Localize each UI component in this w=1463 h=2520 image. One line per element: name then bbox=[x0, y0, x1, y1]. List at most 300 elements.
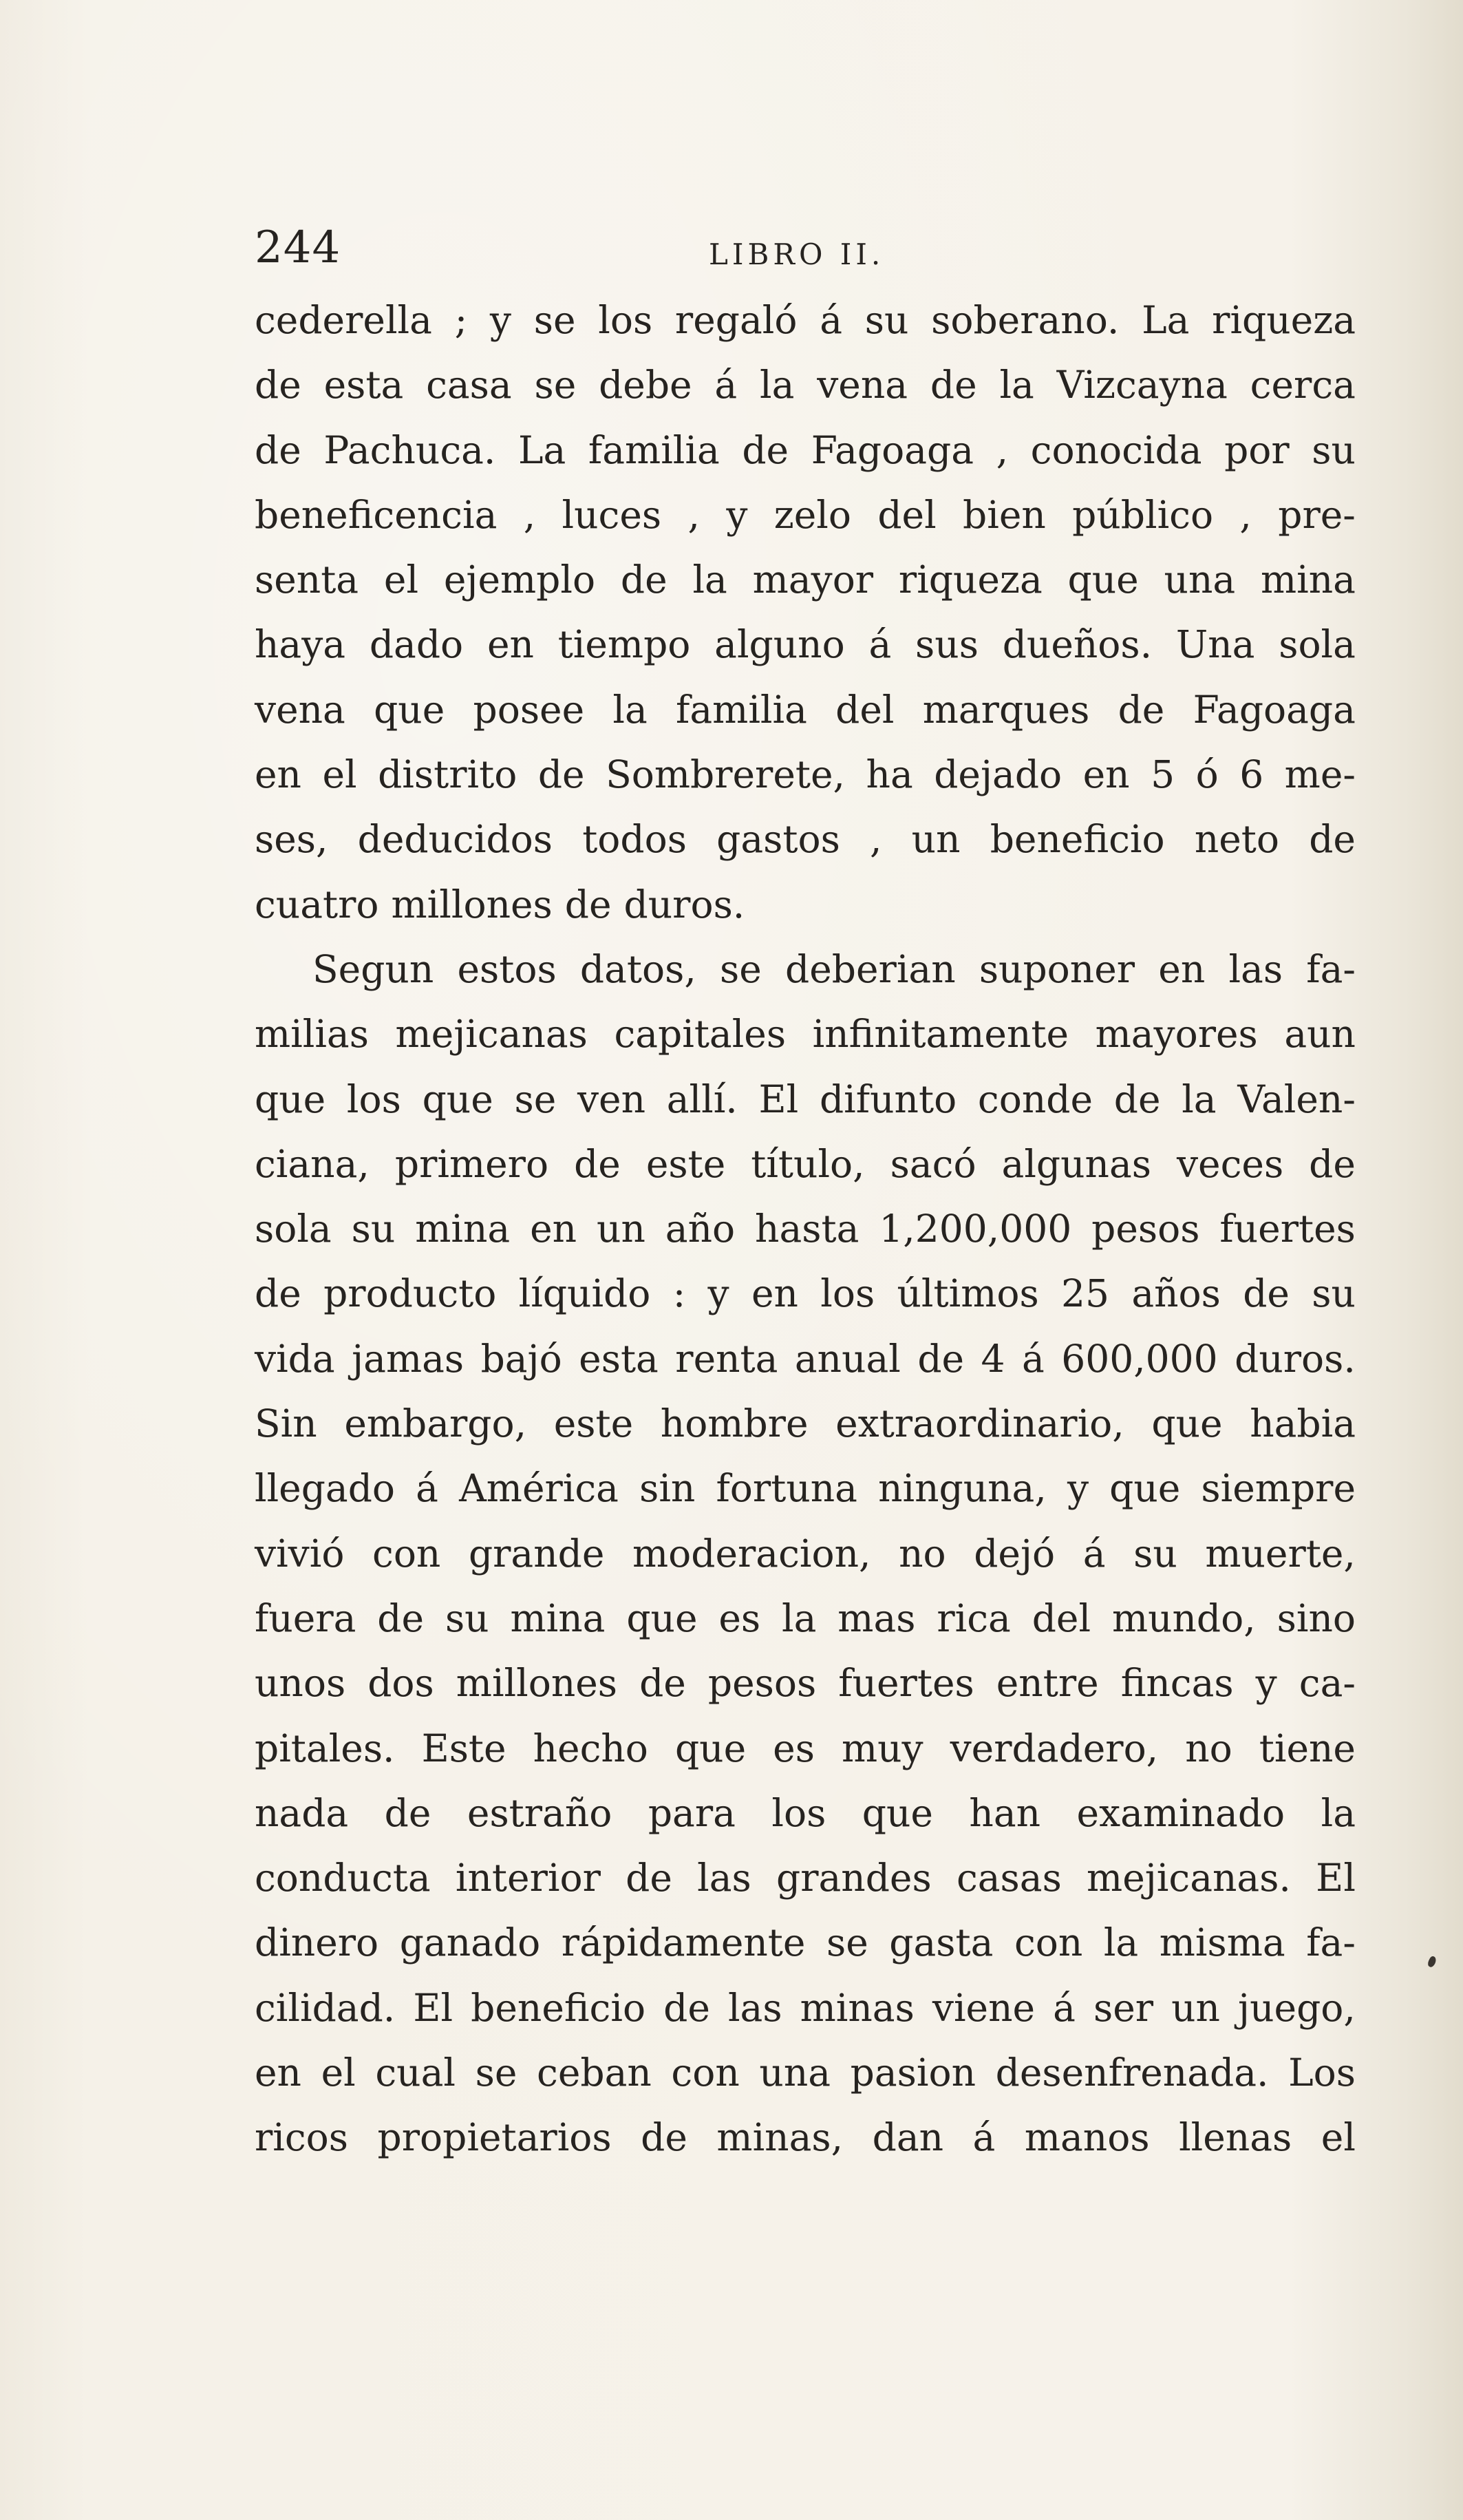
word: duros. bbox=[1235, 1336, 1356, 1381]
word: alguno bbox=[714, 622, 845, 667]
text-line bbox=[255, 418, 1356, 483]
word: de bbox=[663, 1985, 710, 2030]
word: , bbox=[523, 492, 536, 537]
word: habia bbox=[1250, 1401, 1356, 1446]
word: y bbox=[726, 492, 748, 537]
word: mundo, bbox=[1111, 1596, 1256, 1640]
word: dinero bbox=[255, 1920, 379, 1965]
text-line bbox=[255, 677, 1356, 742]
text-line bbox=[255, 288, 1356, 352]
word: tiempo bbox=[557, 622, 691, 667]
text-line bbox=[255, 1196, 1356, 1261]
word: sacó bbox=[890, 1141, 976, 1186]
word: embargo, bbox=[344, 1401, 527, 1446]
word: viene bbox=[932, 1985, 1036, 2030]
word: vivió bbox=[255, 1531, 345, 1576]
word: : bbox=[672, 1271, 686, 1316]
word: sola bbox=[255, 1207, 332, 1251]
word: y bbox=[1067, 1466, 1089, 1511]
word: de bbox=[255, 427, 301, 472]
word: á bbox=[972, 2115, 996, 2160]
word: cual bbox=[375, 2051, 456, 2095]
word: á bbox=[820, 298, 842, 342]
word: el bbox=[322, 752, 357, 797]
word: mejicanas. bbox=[1087, 1856, 1291, 1900]
word: de bbox=[620, 558, 668, 602]
word: ha bbox=[866, 752, 913, 797]
word: de bbox=[384, 1790, 431, 1835]
word: primero bbox=[394, 1141, 549, 1186]
word: que bbox=[862, 1790, 933, 1835]
ink-speck bbox=[1427, 1956, 1438, 1969]
word: se bbox=[475, 2051, 517, 2095]
word: fuera bbox=[255, 1596, 356, 1640]
word: siempre bbox=[1201, 1466, 1356, 1511]
word: regaló bbox=[674, 298, 798, 342]
word: pesos bbox=[1091, 1207, 1200, 1251]
word: que bbox=[674, 1726, 747, 1770]
word: hasta bbox=[755, 1207, 859, 1251]
word: con bbox=[372, 1531, 441, 1576]
word: de bbox=[639, 1661, 686, 1706]
word: mina bbox=[510, 1596, 606, 1640]
text-line bbox=[255, 1586, 1356, 1651]
word: ser bbox=[1093, 1985, 1154, 2030]
word: del bbox=[835, 687, 895, 732]
word: Fagoaga bbox=[1193, 687, 1356, 732]
word: años bbox=[1131, 1271, 1221, 1316]
word: de bbox=[641, 2115, 687, 2160]
word: de bbox=[742, 427, 789, 472]
text-line bbox=[255, 1910, 1356, 1975]
word: no bbox=[899, 1531, 946, 1576]
word: , bbox=[687, 492, 700, 537]
word: Segun bbox=[312, 946, 434, 991]
word: pre- bbox=[1278, 492, 1356, 537]
word: fuertes bbox=[838, 1661, 974, 1706]
word: es bbox=[773, 1726, 815, 1770]
word: distrito bbox=[378, 752, 517, 797]
word: vida bbox=[255, 1336, 335, 1381]
word: pesos bbox=[707, 1661, 817, 1706]
text-line bbox=[255, 807, 1356, 871]
text-line bbox=[255, 1391, 1356, 1456]
word: examinado bbox=[1076, 1790, 1285, 1835]
word: un bbox=[911, 817, 961, 862]
word: una bbox=[759, 2051, 831, 2095]
word: el bbox=[383, 558, 419, 602]
word: ciana, bbox=[255, 1141, 370, 1186]
word: sola bbox=[1279, 622, 1356, 667]
page-number: 244 bbox=[255, 222, 341, 273]
text-line bbox=[255, 483, 1356, 547]
word: este bbox=[645, 1141, 726, 1186]
word: soberano. bbox=[931, 298, 1120, 342]
word: de bbox=[564, 882, 612, 927]
word: han bbox=[969, 1790, 1041, 1835]
word: su bbox=[1312, 1271, 1356, 1316]
word: dos bbox=[367, 1661, 434, 1706]
word: 600,000 bbox=[1061, 1336, 1218, 1381]
word: ca- bbox=[1299, 1661, 1356, 1706]
word: se bbox=[533, 298, 576, 342]
word: las bbox=[1228, 946, 1283, 991]
word: , bbox=[996, 427, 1009, 472]
word: zelo bbox=[773, 492, 851, 537]
word: se bbox=[534, 363, 577, 407]
word: fa- bbox=[1306, 946, 1356, 991]
word: neto bbox=[1194, 817, 1280, 862]
word: aun bbox=[1284, 1012, 1356, 1057]
word: La bbox=[1142, 298, 1190, 342]
word: un bbox=[597, 1207, 645, 1251]
word: 25 bbox=[1061, 1271, 1109, 1316]
word: fortuna bbox=[716, 1466, 857, 1511]
word: desenfrenada. bbox=[995, 2051, 1269, 2095]
word: grande bbox=[468, 1531, 605, 1576]
word: gasta bbox=[889, 1920, 994, 1965]
word: una bbox=[1164, 558, 1236, 602]
text-line bbox=[255, 1845, 1356, 1910]
word: sino bbox=[1277, 1596, 1356, 1640]
text-line bbox=[255, 547, 1356, 612]
word: líquido bbox=[518, 1271, 651, 1316]
word: extraordinario, bbox=[835, 1401, 1124, 1446]
word: de bbox=[537, 752, 585, 797]
word: ó bbox=[1195, 752, 1219, 797]
word: su bbox=[445, 1596, 489, 1640]
word: por bbox=[1224, 427, 1290, 472]
word: familia bbox=[676, 687, 807, 732]
word: cederella bbox=[255, 298, 432, 342]
word: pitales. bbox=[255, 1726, 395, 1770]
word: Valen- bbox=[1237, 1077, 1356, 1121]
word: nada bbox=[255, 1790, 349, 1835]
word: esta bbox=[323, 363, 404, 407]
word: á bbox=[1053, 1985, 1076, 2030]
word: gastos bbox=[716, 817, 840, 862]
word: cuatro bbox=[255, 882, 379, 927]
word: se bbox=[826, 1920, 868, 1965]
word: de bbox=[255, 363, 301, 407]
word: dado bbox=[369, 622, 464, 667]
word: estos bbox=[457, 946, 557, 991]
word: no bbox=[1185, 1726, 1232, 1770]
word: minas bbox=[800, 1985, 915, 2030]
word: América bbox=[459, 1466, 619, 1511]
word: que bbox=[374, 687, 445, 732]
word: á bbox=[1082, 1531, 1106, 1576]
word: las bbox=[697, 1856, 751, 1900]
word: que bbox=[255, 1077, 326, 1121]
text-line bbox=[255, 1651, 1356, 1715]
word: , bbox=[1239, 492, 1252, 537]
word: mejicanas bbox=[395, 1012, 588, 1057]
word: El bbox=[758, 1077, 799, 1121]
text-line bbox=[255, 1132, 1356, 1196]
word: conocida bbox=[1030, 427, 1202, 472]
word: datos, bbox=[579, 946, 696, 991]
word: cerca bbox=[1250, 363, 1356, 407]
word: casa bbox=[426, 363, 512, 407]
word: rápidamente bbox=[561, 1920, 806, 1965]
text-line bbox=[255, 1067, 1356, 1132]
word: y bbox=[489, 298, 511, 342]
word: familia bbox=[588, 427, 720, 472]
text-line bbox=[255, 612, 1356, 677]
word: se bbox=[514, 1077, 557, 1121]
word: la bbox=[612, 687, 648, 732]
word: misma bbox=[1159, 1920, 1285, 1965]
word: 1,200,000 bbox=[879, 1207, 1072, 1251]
word: ceban bbox=[537, 2051, 652, 2095]
word: conducta bbox=[255, 1856, 431, 1900]
word: cilidad. bbox=[255, 1985, 396, 2030]
word: verdadero, bbox=[950, 1726, 1159, 1770]
text-line bbox=[255, 1261, 1356, 1326]
word: su bbox=[864, 298, 909, 342]
word: los bbox=[346, 1077, 401, 1121]
text-line bbox=[255, 1781, 1356, 1845]
word: estraño bbox=[467, 1790, 612, 1835]
text-line bbox=[255, 2105, 1356, 2170]
word: interior bbox=[455, 1856, 601, 1900]
word: vena bbox=[255, 687, 345, 732]
word: infinitamente bbox=[812, 1012, 1069, 1057]
word: en bbox=[487, 622, 534, 667]
word: dan bbox=[872, 2115, 944, 2160]
word: en bbox=[255, 2051, 301, 2095]
word: La bbox=[517, 427, 566, 472]
word: de bbox=[1309, 817, 1356, 862]
word: fuertes bbox=[1219, 1207, 1356, 1251]
text-line bbox=[255, 937, 1356, 1002]
word: á bbox=[1021, 1336, 1045, 1381]
word: su bbox=[1312, 427, 1356, 472]
text-line bbox=[255, 1976, 1356, 2040]
word: en bbox=[1082, 752, 1130, 797]
word: vena bbox=[817, 363, 908, 407]
word: suponer bbox=[979, 946, 1135, 991]
word: llenas bbox=[1179, 2115, 1292, 2160]
word: del bbox=[877, 492, 937, 537]
word: su bbox=[1133, 1531, 1177, 1576]
word: Sin bbox=[255, 1401, 317, 1446]
word: me- bbox=[1284, 752, 1356, 797]
word: luces bbox=[562, 492, 662, 537]
word: grandes bbox=[776, 1856, 932, 1900]
word: ricos bbox=[255, 2115, 349, 2160]
word: mina bbox=[1261, 558, 1356, 602]
word: manos bbox=[1024, 2115, 1150, 2160]
word: un bbox=[1171, 1985, 1220, 2030]
word: duros. bbox=[623, 882, 745, 927]
word: que bbox=[1151, 1401, 1223, 1446]
word: El bbox=[413, 1985, 453, 2030]
word: para bbox=[648, 1790, 736, 1835]
word: es bbox=[718, 1596, 761, 1640]
word: con bbox=[1014, 1920, 1083, 1965]
word: con bbox=[671, 2051, 740, 2095]
word: bien bbox=[963, 492, 1046, 537]
word: de bbox=[930, 363, 977, 407]
word: mina bbox=[415, 1207, 511, 1251]
word: millones bbox=[391, 882, 553, 927]
word: fa- bbox=[1306, 1920, 1356, 1965]
word: milias bbox=[255, 1012, 369, 1057]
word: últimos bbox=[897, 1271, 1039, 1316]
word: esta bbox=[579, 1336, 659, 1381]
word: que bbox=[1109, 1466, 1181, 1511]
word: capitales bbox=[614, 1012, 787, 1057]
word: juego, bbox=[1238, 1985, 1356, 2030]
text-line bbox=[255, 1521, 1356, 1586]
word: de bbox=[377, 1596, 425, 1640]
word: los bbox=[820, 1271, 875, 1316]
word: en bbox=[530, 1207, 577, 1251]
word: mayores bbox=[1095, 1012, 1258, 1057]
word: dejó bbox=[974, 1531, 1056, 1576]
word: de bbox=[1309, 1141, 1356, 1186]
word: á bbox=[868, 622, 892, 667]
word: su bbox=[351, 1207, 396, 1251]
word: se bbox=[720, 946, 762, 991]
word: millones bbox=[456, 1661, 618, 1706]
word: y bbox=[707, 1271, 729, 1316]
text-line bbox=[255, 1456, 1356, 1521]
word: anual bbox=[794, 1336, 901, 1381]
word: debe bbox=[599, 363, 692, 407]
word: este bbox=[553, 1401, 634, 1446]
word: marques bbox=[922, 687, 1090, 732]
word: jamas bbox=[352, 1336, 464, 1381]
word: ven bbox=[577, 1077, 646, 1121]
word: propietarios bbox=[377, 2115, 612, 2160]
text-line bbox=[255, 742, 1356, 807]
word: minas, bbox=[716, 2115, 844, 2160]
word: 5 bbox=[1151, 752, 1175, 797]
text-line bbox=[255, 872, 1356, 937]
word: y bbox=[1255, 1661, 1277, 1706]
word: que bbox=[1067, 558, 1139, 602]
word: dueños. bbox=[1002, 622, 1153, 667]
word: las bbox=[727, 1985, 782, 2030]
word: beneficio bbox=[471, 1985, 646, 2030]
word: beneficio bbox=[990, 817, 1165, 862]
word: mas bbox=[837, 1596, 916, 1640]
word: Una bbox=[1175, 622, 1255, 667]
word: de bbox=[917, 1336, 965, 1381]
word: hecho bbox=[533, 1726, 648, 1770]
word: producto bbox=[323, 1271, 497, 1316]
text-line bbox=[255, 1716, 1356, 1781]
word: año bbox=[665, 1207, 736, 1251]
word: El bbox=[1316, 1856, 1356, 1900]
word: bajó bbox=[480, 1336, 562, 1381]
word: de bbox=[1113, 1077, 1161, 1121]
word: los bbox=[598, 298, 653, 342]
word: Los bbox=[1288, 2051, 1356, 2095]
word: Fagoaga bbox=[811, 427, 974, 472]
word: riqueza bbox=[1212, 298, 1356, 342]
word: pasion bbox=[850, 2051, 976, 2095]
word: llegado bbox=[255, 1466, 396, 1511]
word: la bbox=[999, 363, 1034, 407]
word: la bbox=[1182, 1077, 1217, 1121]
word: entre bbox=[996, 1661, 1099, 1706]
word: que bbox=[422, 1077, 493, 1121]
word: Este bbox=[421, 1726, 506, 1770]
word: tiene bbox=[1259, 1726, 1356, 1770]
word: en bbox=[255, 752, 301, 797]
word: á bbox=[416, 1466, 438, 1511]
word: casas bbox=[956, 1856, 1062, 1900]
text-line bbox=[255, 1326, 1356, 1391]
word: , bbox=[870, 817, 882, 862]
word: riqueza bbox=[898, 558, 1043, 602]
word: de bbox=[255, 1271, 301, 1316]
word: Pachuca. bbox=[323, 427, 496, 472]
word: hombre bbox=[660, 1401, 809, 1446]
word: ejemplo bbox=[443, 558, 596, 602]
word: los bbox=[771, 1790, 826, 1835]
word: dejado bbox=[934, 752, 1062, 797]
word: algunas bbox=[1001, 1141, 1151, 1186]
word: conde bbox=[977, 1077, 1093, 1121]
word: mayor bbox=[752, 558, 874, 602]
word: deducidos bbox=[357, 817, 553, 862]
word: unos bbox=[255, 1661, 346, 1706]
word: ; bbox=[454, 298, 468, 342]
word: renta bbox=[675, 1336, 778, 1381]
word: haya bbox=[255, 622, 346, 667]
word: Sombrerete, bbox=[606, 752, 846, 797]
word: beneficencia bbox=[255, 492, 498, 537]
word: Vizcayna bbox=[1056, 363, 1228, 407]
running-head: LIBRO II. bbox=[709, 237, 885, 271]
text-line bbox=[255, 352, 1356, 417]
word: muy bbox=[841, 1726, 923, 1770]
word: de bbox=[1118, 687, 1165, 732]
word: fincas bbox=[1120, 1661, 1234, 1706]
word: deberian bbox=[785, 946, 956, 991]
word: del bbox=[1032, 1596, 1091, 1640]
word: de bbox=[574, 1141, 621, 1186]
word: rica bbox=[937, 1596, 1011, 1640]
word: en bbox=[751, 1271, 798, 1316]
word: á bbox=[714, 363, 738, 407]
word: la bbox=[782, 1596, 817, 1640]
word: la bbox=[692, 558, 727, 602]
word: título, bbox=[751, 1141, 865, 1186]
word: la bbox=[760, 363, 795, 407]
text-line bbox=[255, 1002, 1356, 1066]
word: ses, bbox=[255, 817, 328, 862]
word: muerte, bbox=[1205, 1531, 1356, 1576]
word: público bbox=[1072, 492, 1214, 537]
word: 4 bbox=[981, 1336, 1005, 1381]
word: allí. bbox=[666, 1077, 738, 1121]
word: posee bbox=[473, 687, 585, 732]
word: senta bbox=[255, 558, 359, 602]
word: la bbox=[1103, 1920, 1139, 1965]
word: sus bbox=[915, 622, 979, 667]
text-line bbox=[255, 2040, 1356, 2105]
word: difunto bbox=[819, 1077, 957, 1121]
word: ganado bbox=[399, 1920, 541, 1965]
word: ninguna, bbox=[878, 1466, 1047, 1511]
body-text bbox=[255, 288, 1356, 2170]
